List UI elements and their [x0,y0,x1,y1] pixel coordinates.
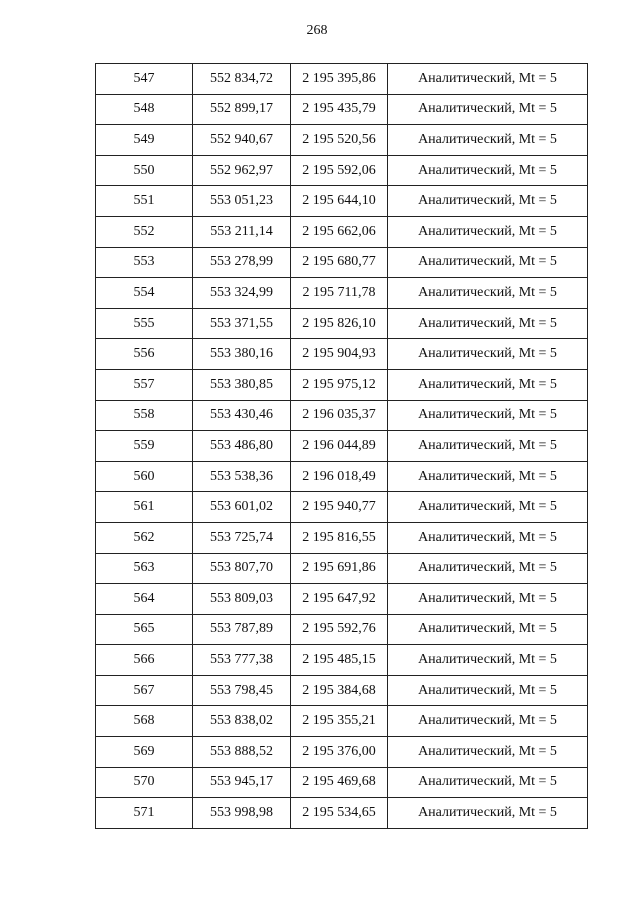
table-row [96,400,588,431]
y-coordinate-cell: 2 195 384,68 [291,675,388,706]
y-coordinate-cell: 2 195 435,79 [291,94,388,125]
table-row [96,675,588,706]
method-cell: Аналитический, Mt = 5 [388,186,588,217]
y-coordinate-cell: 2 195 355,21 [291,706,388,737]
x-coordinate-cell: 552 899,17 [193,94,291,125]
table-row [96,278,588,309]
table-row [96,767,588,798]
table-row [96,553,588,584]
point-number-cell: 569 [96,737,193,768]
point-number-cell: 547 [96,64,193,95]
y-coordinate-cell: 2 195 816,55 [291,522,388,553]
method-cell: Аналитический, Mt = 5 [388,369,588,400]
table-row [96,522,588,553]
y-coordinate-cell: 2 195 376,00 [291,737,388,768]
method-cell: Аналитический, Mt = 5 [388,584,588,615]
x-coordinate-cell: 553 538,36 [193,461,291,492]
x-coordinate-cell: 553 809,03 [193,584,291,615]
method-cell: Аналитический, Mt = 5 [388,675,588,706]
y-coordinate-cell: 2 195 469,68 [291,767,388,798]
page-number: 268 [306,23,328,38]
y-coordinate-cell: 2 196 018,49 [291,461,388,492]
method-cell: Аналитический, Mt = 5 [388,247,588,278]
point-number-cell: 552 [96,216,193,247]
point-number-cell: 549 [96,125,193,156]
point-number-cell: 555 [96,308,193,339]
table-row [96,155,588,186]
point-number-cell: 558 [96,400,193,431]
x-coordinate-cell: 553 798,45 [193,675,291,706]
x-coordinate-cell: 553 211,14 [193,216,291,247]
x-coordinate-cell: 553 380,16 [193,339,291,370]
method-cell: Аналитический, Mt = 5 [388,278,588,309]
y-coordinate-cell: 2 195 826,10 [291,308,388,339]
table-row [96,614,588,645]
x-coordinate-cell: 552 834,72 [193,64,291,95]
point-number-cell: 565 [96,614,193,645]
x-coordinate-cell: 553 430,46 [193,400,291,431]
table-row [96,308,588,339]
table-row [96,186,588,217]
table-row [96,247,588,278]
table-row [96,94,588,125]
x-coordinate-cell: 553 787,89 [193,614,291,645]
point-number-cell: 562 [96,522,193,553]
method-cell: Аналитический, Mt = 5 [388,737,588,768]
method-cell: Аналитический, Mt = 5 [388,125,588,156]
point-number-cell: 551 [96,186,193,217]
x-coordinate-cell: 553 998,98 [193,798,291,829]
x-coordinate-cell: 553 888,52 [193,737,291,768]
method-cell: Аналитический, Mt = 5 [388,767,588,798]
table-row [96,339,588,370]
x-coordinate-cell: 552 962,97 [193,155,291,186]
coordinates-table [95,63,588,829]
table-row [96,492,588,523]
x-coordinate-cell: 553 278,99 [193,247,291,278]
point-number-cell: 559 [96,431,193,462]
point-number-cell: 557 [96,369,193,400]
y-coordinate-cell: 2 195 711,78 [291,278,388,309]
table-row [96,216,588,247]
y-coordinate-cell: 2 195 395,86 [291,64,388,95]
x-coordinate-cell: 553 838,02 [193,706,291,737]
point-number-cell: 563 [96,553,193,584]
point-number-cell: 560 [96,461,193,492]
method-cell: Аналитический, Mt = 5 [388,645,588,676]
method-cell: Аналитический, Mt = 5 [388,216,588,247]
point-number-cell: 561 [96,492,193,523]
y-coordinate-cell: 2 195 904,93 [291,339,388,370]
table-row [96,798,588,829]
point-number-cell: 564 [96,584,193,615]
table-row [96,125,588,156]
y-coordinate-cell: 2 196 035,37 [291,400,388,431]
table-row [96,706,588,737]
x-coordinate-cell: 553 601,02 [193,492,291,523]
y-coordinate-cell: 2 195 975,12 [291,369,388,400]
point-number-cell: 568 [96,706,193,737]
method-cell: Аналитический, Mt = 5 [388,308,588,339]
point-number-cell: 556 [96,339,193,370]
x-coordinate-cell: 553 380,85 [193,369,291,400]
method-cell: Аналитический, Mt = 5 [388,461,588,492]
y-coordinate-cell: 2 195 592,06 [291,155,388,186]
point-number-cell: 553 [96,247,193,278]
table-row [96,431,588,462]
y-coordinate-cell: 2 195 520,56 [291,125,388,156]
y-coordinate-cell: 2 195 662,06 [291,216,388,247]
method-cell: Аналитический, Mt = 5 [388,94,588,125]
point-number-cell: 566 [96,645,193,676]
point-number-cell: 570 [96,767,193,798]
method-cell: Аналитический, Mt = 5 [388,431,588,462]
x-coordinate-cell: 553 807,70 [193,553,291,584]
table-row [96,584,588,615]
x-coordinate-cell: 553 486,80 [193,431,291,462]
method-cell: Аналитический, Mt = 5 [388,553,588,584]
table-row [96,737,588,768]
y-coordinate-cell: 2 195 680,77 [291,247,388,278]
x-coordinate-cell: 553 725,74 [193,522,291,553]
method-cell: Аналитический, Mt = 5 [388,614,588,645]
method-cell: Аналитический, Mt = 5 [388,339,588,370]
y-coordinate-cell: 2 195 940,77 [291,492,388,523]
table-row [96,645,588,676]
method-cell: Аналитический, Mt = 5 [388,155,588,186]
x-coordinate-cell: 553 945,17 [193,767,291,798]
y-coordinate-cell: 2 195 691,86 [291,553,388,584]
point-number-cell: 550 [96,155,193,186]
x-coordinate-cell: 553 051,23 [193,186,291,217]
table-row [96,369,588,400]
x-coordinate-cell: 553 777,38 [193,645,291,676]
point-number-cell: 567 [96,675,193,706]
x-coordinate-cell: 553 324,99 [193,278,291,309]
y-coordinate-cell: 2 196 044,89 [291,431,388,462]
method-cell: Аналитический, Mt = 5 [388,492,588,523]
point-number-cell: 554 [96,278,193,309]
y-coordinate-cell: 2 195 647,92 [291,584,388,615]
point-number-cell: 571 [96,798,193,829]
point-number-cell: 548 [96,94,193,125]
y-coordinate-cell: 2 195 485,15 [291,645,388,676]
y-coordinate-cell: 2 195 592,76 [291,614,388,645]
x-coordinate-cell: 553 371,55 [193,308,291,339]
x-coordinate-cell: 552 940,67 [193,125,291,156]
y-coordinate-cell: 2 195 644,10 [291,186,388,217]
method-cell: Аналитический, Mt = 5 [388,64,588,95]
method-cell: Аналитический, Mt = 5 [388,798,588,829]
y-coordinate-cell: 2 195 534,65 [291,798,388,829]
table-row [96,64,588,95]
method-cell: Аналитический, Mt = 5 [388,706,588,737]
table-row [96,461,588,492]
coordinates-table-body [96,64,588,829]
method-cell: Аналитический, Mt = 5 [388,400,588,431]
method-cell: Аналитический, Mt = 5 [388,522,588,553]
